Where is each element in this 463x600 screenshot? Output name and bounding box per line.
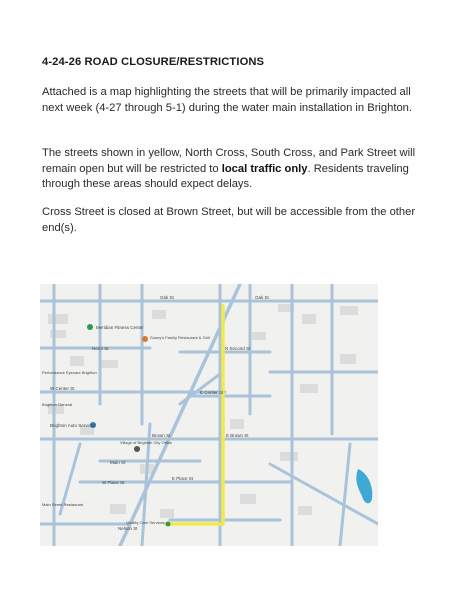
- poi-label: Sonny's Family Restaurant & Grill: [150, 335, 210, 340]
- road-closure-map: [40, 284, 378, 546]
- street-label: Oak St: [255, 295, 269, 300]
- street-label: E Place St: [172, 476, 194, 481]
- poi-label: Brighton Auto Services: [50, 423, 96, 428]
- paragraph-intro: Attached is a map highlighting the streets that will be primarily impacted all next week (4-27 through 5-1) during the water main installation in Brighton.: [42, 86, 413, 114]
- paragraph-text: . Residents traveling through these areas should expect delays.: [42, 162, 409, 190]
- restaurant-pin: [142, 336, 148, 342]
- street-label: Nelson St: [118, 526, 138, 531]
- poi-label: Meridian Fitness Center: [96, 325, 144, 330]
- poi-label: Performance Eyecare Brighton: [42, 370, 97, 375]
- road-network: [40, 284, 378, 546]
- map-canvas: [40, 284, 378, 546]
- local-traffic-emphasis: local traffic only: [221, 162, 308, 175]
- poi-label: Brighton General: [42, 402, 73, 407]
- paragraph-text: The streets shown in yellow, North Cross, South Cross, and Park Street will remain open but will be restricted to: [42, 147, 416, 175]
- street-label: W Center St: [50, 386, 75, 391]
- street-label: North St: [92, 346, 109, 351]
- fitness-center-pin: [87, 324, 93, 330]
- paragraph-closure: Cross Street is closed at Brown Street, but will be accessible from the other end(s).: [42, 206, 416, 234]
- city-office-pin: [134, 446, 140, 452]
- poi-label: Main Street Restaurant: [42, 502, 84, 507]
- document-title: 4-24-26 ROAD CLOSURE/RESTRICTIONS: [42, 56, 265, 68]
- quality-care-pin: [166, 522, 171, 527]
- street-label: Brown St: [152, 433, 171, 438]
- street-label: E Brown St: [226, 433, 249, 438]
- street-label: E Center St: [200, 390, 224, 395]
- street-label: Oak St: [160, 295, 174, 300]
- poi-label: Village of Brighton City Office: [120, 440, 172, 445]
- poi-label: Quality Care Services: [126, 520, 165, 525]
- paragraph-yellow-streets: [42, 146, 422, 193]
- street-label: Main St: [110, 460, 126, 465]
- lake-water: [356, 469, 372, 503]
- street-label: N Second St: [225, 346, 251, 351]
- street-label: W Place St: [102, 480, 125, 485]
